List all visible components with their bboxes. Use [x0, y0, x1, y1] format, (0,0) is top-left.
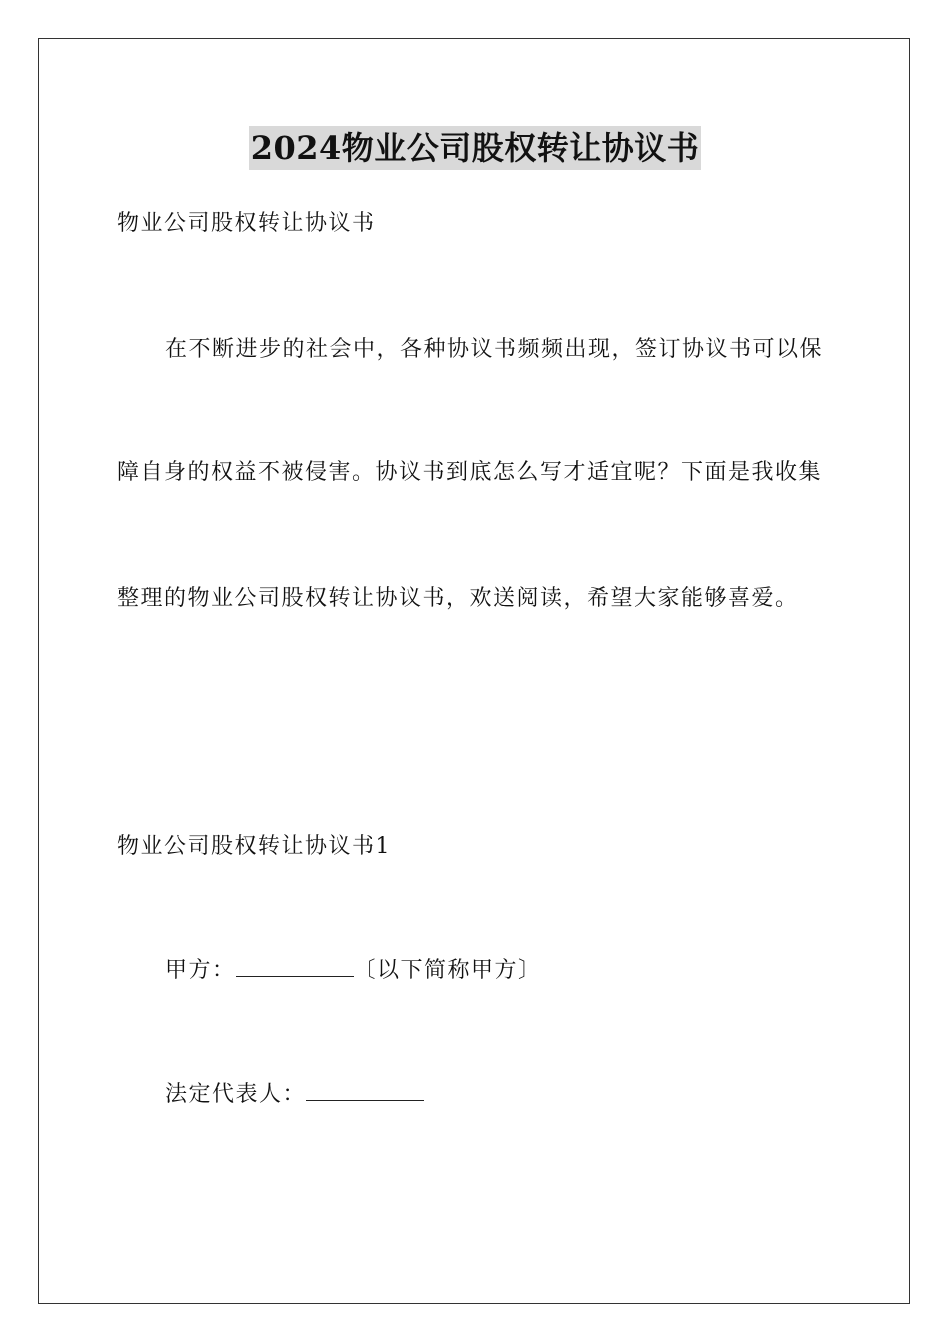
document-title-text: 2024物业公司股权转让协议书 [249, 126, 702, 170]
document-subtitle: 物业公司股权转让协议书 [117, 211, 376, 236]
section-heading: 物业公司股权转让协议书1 [117, 834, 391, 859]
legal-rep-blank [306, 1080, 424, 1101]
legal-rep-label: 法定代表人： [165, 1082, 307, 1107]
party-a-line [165, 956, 542, 986]
intro-paragraph-line-3: 整理的物业公司股权转让协议书，欢送阅读，希望大家能够喜爱。 [117, 586, 799, 611]
intro-paragraph-line-1: 在不断进步的社会中，各种协议书频频出现，签订协议书可以保 [165, 337, 824, 362]
intro-paragraph-line-2: 障自身的权益不被侵害。协议书到底怎么写才适宜呢？下面是我收集 [117, 460, 823, 485]
party-a-blank [236, 956, 354, 977]
party-a-label: 甲方： [165, 958, 236, 983]
party-a-suffix: 〔以下简称甲方〕 [353, 958, 542, 983]
legal-rep-line [165, 1080, 424, 1110]
document-title [0, 126, 950, 176]
